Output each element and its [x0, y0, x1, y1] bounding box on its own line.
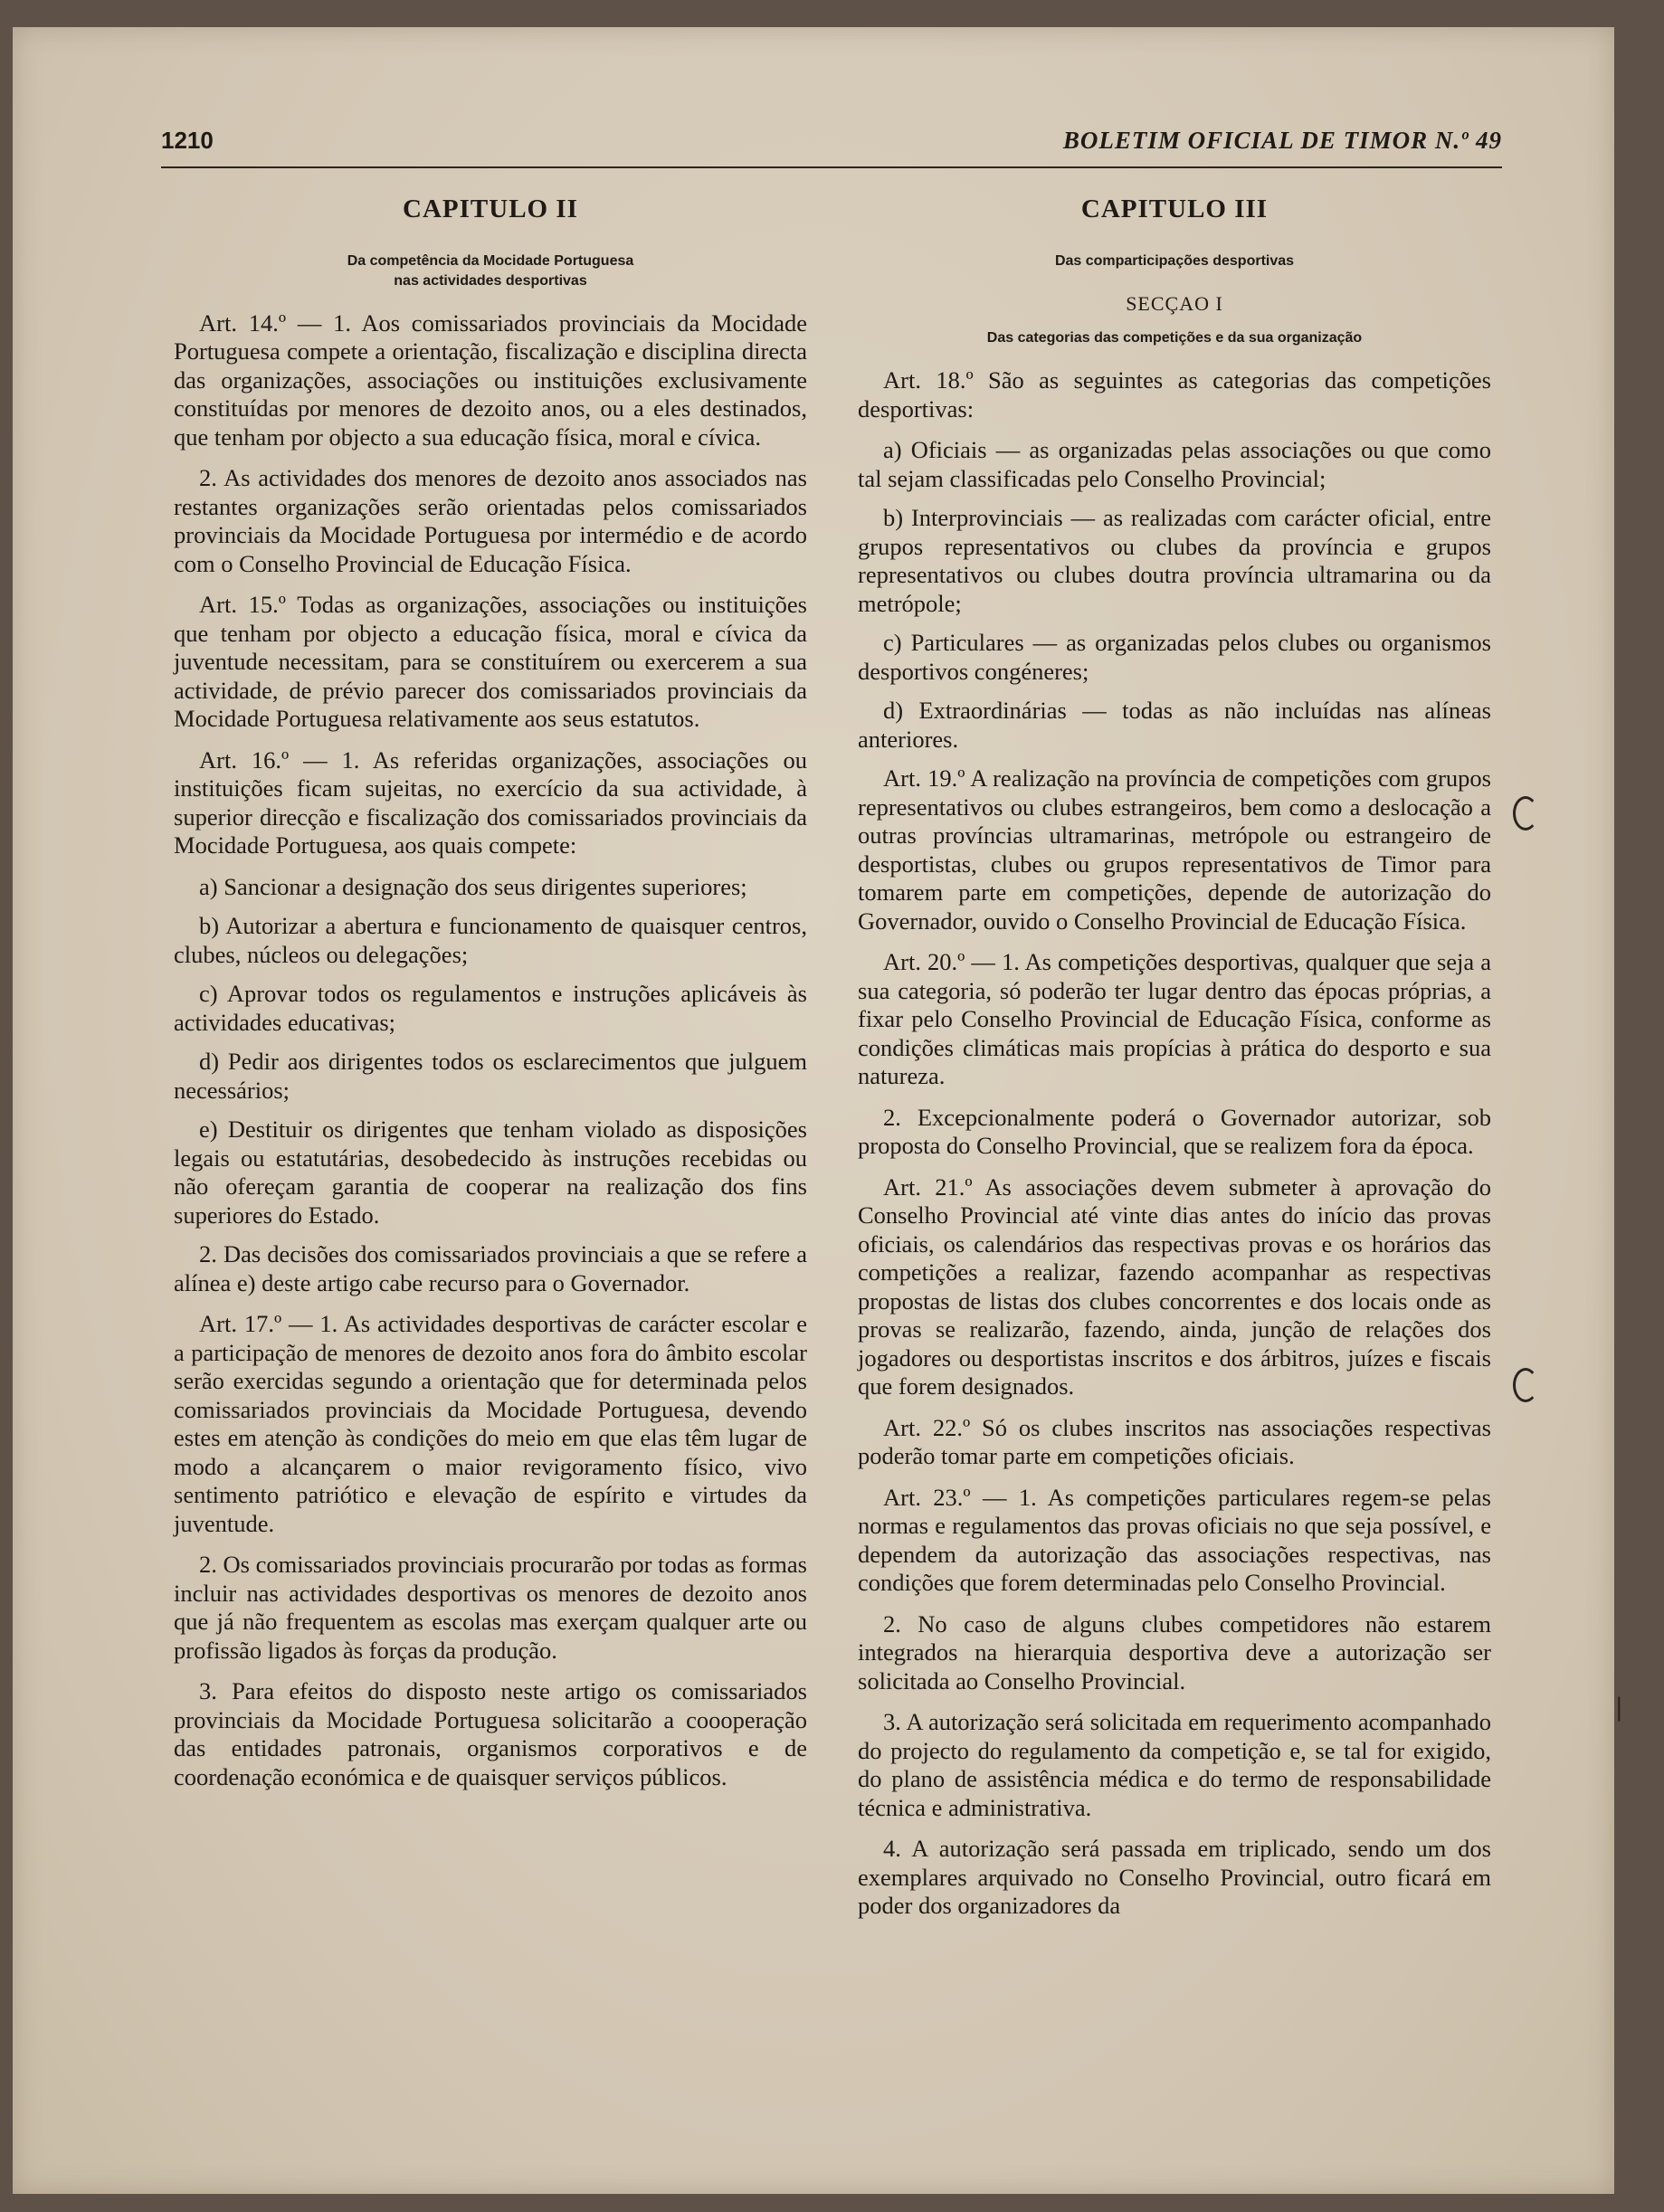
article-paragraph: Art. 15.º Todas as organizações, associações ou instituições que tenham por objecto a educação física, moral e cívica da juventude necessitam, para se constituírem ou exercerem a sua actividade, de prévio parecer dos comissariados provinciais da Mocidade Portuguesa relativamente aos seus estatutos. [174, 591, 807, 732]
article-paragraph: Art. 17.º — 1. As actividades desportivas de carácter escolar e a participação de menores de dezoito anos fora do âmbito escolar serão exercidas segundo a orientação que for determinada pelos comissariados provinciais da Mocidade Portuguesa, devendo estes em atenção às condições do meio em que elas têm lugar de modo a alcançarem o maior revigoramento físico, vivo sentimento patriótico e elevação de espírito e virtudes da juventude. [174, 1310, 807, 1537]
section-heading: SECÇAO I [1126, 291, 1223, 315]
article-paragraph: 2. Os comissariados provinciais procurarão por todas as formas incluir nas actividades desportivas os menores de dezoito anos que já não frequentem as escolas mas exerçam qualquer arte ou profissão ligados às forças da produção. [174, 1551, 807, 1664]
chapter-heading: CAPITULO III [1080, 195, 1269, 223]
article-paragraph: Art. 16.º — 1. As referidas organizações, associações ou instituições ficam sujeitas, no exercício da sua actividade, à superior direcção e fiscalização dos comissariados provinciais da Mocidade Portuguesa, aos quais compete: [174, 745, 807, 859]
list-item: c) Aprovar todos os regulamentos e instruções aplicáveis às actividades educativas; [174, 980, 807, 1036]
article-paragraph: 2. No caso de alguns clubes competidores não estarem integrados na hierarquia desportiva deve a autorização ser solicitada ao Conselho Provincial. [858, 1609, 1491, 1695]
page-header [161, 127, 1502, 168]
list-item: b) Autorizar a abertura e funcionamento de quaisquer centros, clubes, núcleos ou delegações; [174, 912, 807, 968]
section-subheading: Das categorias das competições e da sua organização [986, 330, 1363, 346]
edge-mark: | [1616, 1692, 1622, 1722]
article-paragraph: 2. Das decisões dos comissariados provinciais a que se refere a alínea e) deste artigo cabe recurso para o Governador. [174, 1240, 807, 1296]
punch-hole-mark [1513, 796, 1538, 831]
article-paragraph: Art. 19.º A realização na província de competições com grupos representativos ou clubes estrangeiros, bem como a deslocação a outras províncias ultramarinas, metrópole ou estrangeiro de desportistas, clubes ou grupos representativos de Timor para tomarem parte em competições, depende de autorização do Governador, ouvido o Conselho Provincial de Educação Física. [858, 764, 1491, 935]
right-column [858, 190, 1491, 1933]
list-item: c) Particulares — as organizadas pelos clubes ou organismos desportivos congéneres; [858, 629, 1491, 685]
list-item: e) Destituir os dirigentes que tenham violado as disposições legais ou estatutárias, desobedecido às instruções recebidas ou não ofereçam garantia de cooperar na realização dos fins superiores do Estado. [174, 1115, 807, 1229]
article-paragraph: 3. A autorização será solicitada em requerimento acompanhado do projecto do regulamento da competição e, se tal for exigido, do plano de assistência médica e do termo de responsabilidade técnica e administrativa. [858, 1708, 1491, 1821]
list-item: d) Pedir aos dirigentes todos os esclarecimentos que julguem necessários; [174, 1048, 807, 1104]
left-column [174, 190, 807, 1804]
subheading-line: Da competência da Mocidade Portuguesa [347, 252, 634, 269]
list-item: a) Oficiais — as organizadas pelas associações ou que como tal sejam classificadas pelo Conselho Provincial; [858, 436, 1491, 492]
chapter-subheading [174, 252, 807, 291]
article-paragraph: Art. 20.º — 1. As competições desportivas, qualquer que seja a sua categoria, só poderão ter lugar dentro das épocas próprias, a fixar pelo Conselho Provincial de Educação Física, conforme as condições climáticas mais propícias à prática do desporto e sua natureza. [858, 948, 1491, 1089]
article-paragraph: 4. A autorização será passada em triplicado, sendo um dos exemplares arquivado no Conselho Provincial, outro ficará em poder dos organizadores da [858, 1835, 1491, 1919]
subheading-line: nas actividades desportivas [394, 272, 587, 289]
article-paragraph: 2. As actividades dos menores de dezoito anos associados nas restantes organizações serão orientadas pelos comissariados provinciais da Mocidade Portuguesa por intermédio e de acordo com o Conselho Provincial de Educação Física. [174, 464, 807, 577]
article-paragraph: Art. 22.º Só os clubes inscritos nas associações respectivas poderão tomar parte em competições oficiais. [858, 1413, 1491, 1469]
article-paragraph: Art. 14.º — 1. Aos comissariados provinciais da Mocidade Portuguesa compete a orientação, fiscalização e disciplina directa das organizações, associações ou instituições exclusivamente constituídas por menores de dezoito anos, ou a eles destinados, que tenham por objecto a sua educação física, moral e cívica. [174, 309, 807, 451]
article-paragraph: 2. Excepcionalmente poderá o Governador autorizar, sob proposta do Conselho Provincial, que se realizem fora da época. [858, 1103, 1491, 1159]
running-head: BOLETIM OFICIAL DE TIMOR N.º 49 [1062, 127, 1502, 154]
chapter-subheading: Das comparticipações desportivas [1054, 252, 1295, 269]
article-paragraph: Art. 18.º São as seguintes as categorias das competições desportivas: [858, 366, 1491, 422]
article-paragraph: 3. Para efeitos do disposto neste artigo os comissariados provinciais da Mocidade Portuguesa solicitarão a coooperação das entidades patronais, organismos corporativos e de coordenação económica e de quaisquer serviços públicos. [174, 1677, 807, 1790]
list-item: d) Extraordinárias — todas as não incluídas nas alíneas anteriores. [858, 697, 1491, 753]
list-item: b) Interprovinciais — as realizadas com carácter oficial, entre grupos representativos ou clubes da província e grupos representativos ou clubes doutra província ultramarina ou da metrópole; [858, 504, 1491, 617]
article-paragraph: Art. 21.º As associações devem submeter à aprovação do Conselho Provincial até vinte dias antes do início das provas oficiais, os calendários das respectivas provas e os horários das competições a realizar, fazendo acompanhar as respectivas propostas de listas dos clubes concorrentes e dos locais onde as provas se realizarão, fazendo, ainda, junção de relações dos jogadores ou desportistas inscritos e dos árbitros, juízes e fiscais que forem designados. [858, 1172, 1491, 1400]
punch-hole-mark [1513, 1368, 1538, 1402]
page-number: 1210 [161, 127, 214, 154]
chapter-heading: CAPITULO II [403, 195, 578, 223]
list-item: a) Sancionar a designação dos seus dirigentes superiores; [199, 872, 747, 900]
article-paragraph: Art. 23.º — 1. As competições particulares regem-se pelas normas e regulamentos das provas oficiais no que seja possível, e dependem da autorização das associações respectivas, nas condições que forem determinadas pelo Conselho Provincial. [858, 1483, 1491, 1596]
